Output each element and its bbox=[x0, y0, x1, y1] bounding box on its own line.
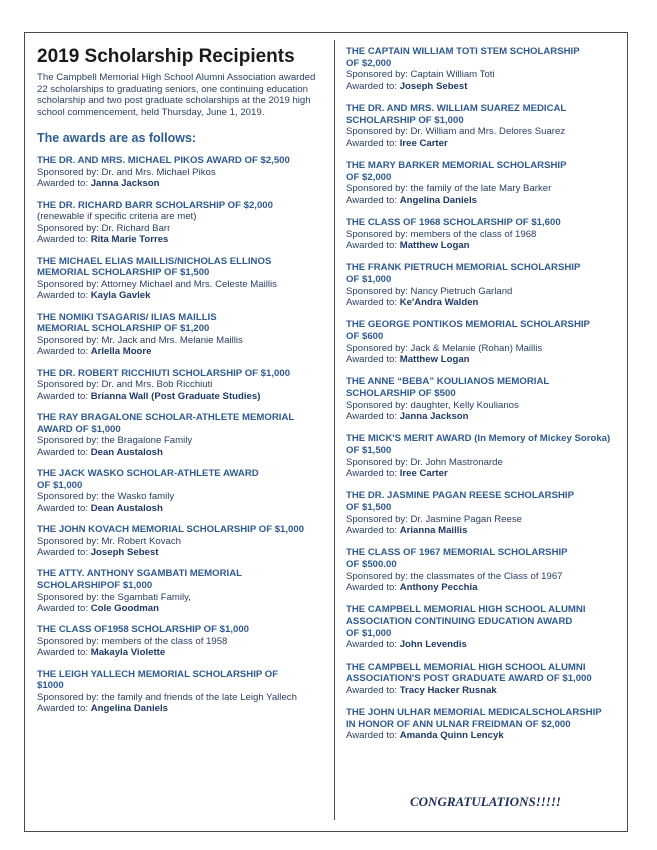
awarded-to-label: Awarded to: bbox=[37, 703, 89, 715]
award-sponsor: Sponsored by: the Wasko family bbox=[37, 491, 175, 503]
page-title: 2019 Scholarship Recipients bbox=[37, 46, 295, 67]
award-entry bbox=[346, 262, 624, 308]
award-sponsor: Sponsored by: Nancy Pietruch Garland bbox=[346, 285, 513, 297]
awarded-to-label: Awarded to: bbox=[346, 639, 398, 651]
award-name: THE RAY BRAGALONE SCHOLAR-ATHLETE MEMORIAL AWARD OF $1,000 bbox=[37, 412, 295, 435]
awarded-to-label: Awarded to: bbox=[346, 80, 398, 92]
awarded-to-label: Awarded to: bbox=[37, 446, 89, 458]
award-sponsor: Sponsored by: members of the class of 1968 bbox=[346, 228, 537, 240]
award-sponsor: Sponsored by: Dr. and Mrs. Bob Ricchiuti bbox=[37, 379, 213, 391]
award-entry bbox=[37, 155, 327, 189]
award-recipient: Arlella Moore bbox=[90, 346, 152, 358]
award-recipient: Janna Jackson bbox=[90, 178, 160, 190]
awarded-to-label: Awarded to: bbox=[37, 290, 89, 302]
award-recipient: Joseph Sebest bbox=[399, 80, 468, 92]
awarded-to-label: Awarded to: bbox=[37, 346, 89, 358]
award-name: THE ANNE “BEBA” KOULIANOS MEMORIAL SCHOLARSHIP OF $500 bbox=[346, 376, 550, 399]
right-column bbox=[346, 46, 624, 753]
award-recipient: Anthony Pecchia bbox=[399, 582, 478, 593]
award-recipient-line bbox=[346, 354, 624, 365]
award-entry bbox=[37, 412, 327, 458]
award-recipient-line bbox=[37, 447, 327, 458]
award-recipient-line bbox=[346, 138, 624, 149]
award-recipient-line bbox=[346, 81, 624, 92]
award-entry bbox=[346, 604, 624, 650]
award-sponsor: Sponsored by: Dr. Jasmine Pagan Reese bbox=[346, 513, 522, 525]
award-recipient-line bbox=[37, 391, 327, 402]
awarded-to-label: Awarded to: bbox=[37, 647, 89, 659]
award-recipient: Iree Carter bbox=[399, 137, 448, 149]
award-recipient-line bbox=[37, 647, 327, 658]
congratulations-text: CONGRATULATIONS!!!!! bbox=[410, 794, 561, 809]
award-recipient: John Levendis bbox=[399, 639, 467, 651]
award-sponsor: Sponsored by: Mr. Robert Kovach bbox=[37, 535, 181, 547]
awarded-to-label: Awarded to: bbox=[346, 468, 398, 479]
awarded-to-label: Awarded to: bbox=[37, 234, 89, 246]
award-recipient: Tracy Hacker Rusnak bbox=[399, 684, 497, 696]
award-recipient: Brianna Wall (Post Graduate Studies) bbox=[90, 390, 261, 402]
award-entry bbox=[346, 547, 624, 593]
award-entry bbox=[37, 200, 327, 246]
award-recipient-line bbox=[346, 730, 624, 741]
award-name: THE CAPTAIN WILLIAM TOTI STEM SCHOLARSHIP OF $2,000 bbox=[346, 46, 580, 69]
award-sponsor: Sponsored by: Attorney Michael and Mrs. Celeste Maillis bbox=[37, 278, 277, 290]
award-recipient-line bbox=[37, 547, 327, 558]
award-recipient-line bbox=[37, 603, 327, 614]
award-sponsor: Sponsored by: Dr. John Mastronarde bbox=[346, 456, 503, 468]
awarded-to-label: Awarded to: bbox=[37, 603, 89, 614]
award-sponsor: Sponsored by: the Sgambati Family, bbox=[37, 591, 191, 603]
awarded-to-label: Awarded to: bbox=[37, 547, 89, 558]
award-sponsor: Sponsored by: Mr. Jack and Mrs. Melanie Maillis bbox=[37, 334, 243, 346]
awarded-to-label: Awarded to: bbox=[346, 582, 398, 593]
award-entry bbox=[346, 433, 624, 479]
awarded-to-label: Awarded to: bbox=[37, 502, 89, 514]
award-sponsor: Sponsored by: Jack & Melanie (Rohan) Maillis bbox=[346, 342, 543, 354]
award-recipient-line bbox=[346, 525, 624, 536]
award-recipient: Rita Marie Torres bbox=[90, 234, 169, 246]
award-entry bbox=[346, 662, 624, 697]
award-name: THE MICHAEL ELIAS MAILLIS/NICHOLAS ELLINOS MEMORIAL SCHOLARSHIP OF $1,500 bbox=[37, 255, 272, 279]
award-recipient-line bbox=[37, 234, 327, 245]
award-name: THE CLASS OF1958 SCHOLARSHIP OF $1,000 bbox=[37, 624, 250, 636]
award-sponsor: Sponsored by: Dr. and Mrs. Michael Pikos bbox=[37, 166, 216, 178]
award-recipient: Arianna Maillis bbox=[399, 525, 468, 536]
award-name: THE DR. RICHARD BARR SCHOLARSHIP OF $2,000 bbox=[37, 199, 273, 211]
award-recipient-line bbox=[346, 582, 624, 593]
award-recipient-line bbox=[346, 639, 624, 650]
left-column bbox=[37, 46, 327, 725]
award-recipient-line bbox=[37, 178, 327, 189]
award-entry bbox=[37, 624, 327, 658]
award-name: THE CLASS OF 1967 MEMORIAL SCHOLARSHIP OF $500.00 bbox=[346, 547, 568, 570]
award-recipient: Dean Austalosh bbox=[90, 502, 163, 514]
award-recipient: Matthew Logan bbox=[399, 240, 470, 251]
left-award-list bbox=[37, 155, 327, 714]
awarded-to-label: Awarded to: bbox=[346, 684, 398, 696]
award-entry bbox=[346, 46, 624, 92]
award-name: THE LEIGH YALLECH MEMORIAL SCHOLARSHIP OF $1000 bbox=[37, 668, 279, 692]
award-recipient: Ke'Andra Walden bbox=[399, 297, 479, 308]
award-sponsor: Sponsored by: members of the class of 1958 bbox=[37, 636, 228, 647]
award-recipient-line bbox=[346, 685, 624, 696]
award-name: THE NOMIKI TSAGARIS/ ILIAS MAILLIS MEMORIAL SCHOLARSHIP OF $1,200 bbox=[37, 311, 217, 335]
award-sponsor: Sponsored by: Dr. Richard Barr bbox=[37, 222, 171, 234]
award-entry bbox=[37, 568, 327, 614]
award-recipient: Dean Austalosh bbox=[90, 446, 163, 458]
award-name: THE JOHN ULHAR MEMORIAL MEDICALSCHOLARSHIP IN HONOR OF ANN ULNAR FREIDMAN OF $2,000 bbox=[346, 707, 602, 730]
award-recipient-line bbox=[37, 703, 327, 714]
award-recipient-line bbox=[346, 411, 624, 422]
column-divider bbox=[334, 40, 335, 820]
award-name: THE DR. JASMINE PAGAN REESE SCHOLARSHIP OF $1,500 bbox=[346, 490, 574, 513]
right-award-list bbox=[346, 46, 624, 742]
award-name: THE MICK'S MERIT AWARD (In Memory of Mickey Soroka) OF $1,500 bbox=[346, 433, 611, 456]
award-recipient-line bbox=[346, 468, 624, 479]
award-recipient-line bbox=[346, 240, 624, 251]
award-entry bbox=[37, 468, 327, 514]
awarded-to-label: Awarded to: bbox=[37, 178, 89, 190]
award-entry bbox=[37, 256, 327, 302]
award-sponsor: Sponsored by: Dr. William and Mrs. Delores Suarez bbox=[346, 126, 566, 138]
award-recipient: Angelina Daniels bbox=[399, 194, 478, 206]
awards-subheading: The awards are as follows: bbox=[37, 131, 197, 146]
award-note: (renewable if specific criteria are met) bbox=[37, 211, 197, 223]
award-recipient: Janna Jackson bbox=[399, 411, 469, 422]
award-entry bbox=[346, 376, 624, 422]
award-name: THE CAMPBELL MEMORIAL HIGH SCHOOL ALUMNI ASSOCIATION'S POST GRADUATE AWARD OF $1,000 bbox=[346, 661, 592, 685]
award-recipient: Iree Carter bbox=[399, 468, 448, 479]
award-sponsor: Sponsored by: the family and friends of the late Leigh Yallech bbox=[37, 692, 297, 703]
award-name: THE CAMPBELL MEMORIAL HIGH SCHOOL ALUMNI ASSOCIATION CONTINUING EDUCATION AWARD OF $1,000 bbox=[346, 604, 586, 639]
awarded-to-label: Awarded to: bbox=[346, 525, 398, 536]
award-name: THE MARY BARKER MEMORIAL SCHOLARSHIP OF $2,000 bbox=[346, 160, 567, 183]
awarded-to-label: Awarded to: bbox=[346, 240, 398, 251]
award-recipient: Amanda Quinn Lencyk bbox=[399, 730, 504, 742]
award-name: THE ATTY. ANTHONY SGAMBATI MEMORIAL SCHOLARSHIPOF $1,000 bbox=[37, 568, 243, 591]
award-sponsor: Sponsored by: the classmates of the Class of 1967 bbox=[346, 570, 563, 582]
award-entry bbox=[346, 217, 624, 251]
award-entry bbox=[37, 312, 327, 358]
awarded-to-label: Awarded to: bbox=[346, 297, 398, 308]
award-entry bbox=[37, 524, 327, 558]
award-recipient-line bbox=[346, 297, 624, 308]
award-name: THE DR. AND MRS. MICHAEL PIKOS AWARD OF $2,500 bbox=[37, 155, 290, 167]
award-recipient: Angelina Daniels bbox=[90, 703, 169, 715]
award-recipient: Joseph Sebest bbox=[90, 547, 159, 558]
award-sponsor: Sponsored by: Captain William Toti bbox=[346, 69, 495, 81]
award-entry bbox=[346, 319, 624, 365]
award-name: THE DR. AND MRS. WILLIAM SUAREZ MEDICAL SCHOLARSHIP OF $1,000 bbox=[346, 103, 567, 126]
award-recipient: Kayla Gavlek bbox=[90, 290, 151, 302]
award-recipient-line bbox=[37, 503, 327, 514]
award-sponsor: Sponsored by: the Bragalone Family bbox=[37, 435, 193, 447]
award-sponsor: Sponsored by: the family of the late Mary Barker bbox=[346, 183, 552, 195]
awarded-to-label: Awarded to: bbox=[346, 354, 398, 365]
awarded-to-label: Awarded to: bbox=[346, 194, 398, 206]
award-name: THE GEORGE PONTIKOS MEMORIAL SCHOLARSHIP OF $600 bbox=[346, 319, 590, 342]
award-name: THE FRANK PIETRUCH MEMORIAL SCHOLARSHIP OF $1,000 bbox=[346, 262, 581, 285]
award-entry bbox=[37, 669, 327, 715]
awarded-to-label: Awarded to: bbox=[346, 730, 398, 742]
award-entry bbox=[37, 368, 327, 402]
award-recipient: Cole Goodman bbox=[90, 603, 159, 614]
award-entry bbox=[346, 707, 624, 742]
intro-paragraph: The Campbell Memorial High School Alumni Association awarded 22 scholarships to graduating seniors, one continuing education scholarship and two post graduate scholarships at the 2019 high school commencement, held Thursday, June 1, 2019. bbox=[37, 72, 316, 118]
award-name: THE JACK WASKO SCHOLAR-ATHLETE AWARD OF $1,000 bbox=[37, 468, 259, 491]
award-entry bbox=[346, 160, 624, 206]
awarded-to-label: Awarded to: bbox=[37, 390, 89, 402]
award-name: THE CLASS OF 1968 SCHOLARSHIP OF $1,600 bbox=[346, 217, 561, 228]
awarded-to-label: Awarded to: bbox=[346, 411, 398, 422]
award-name: THE JOHN KOVACH MEMORIAL SCHOLARSHIP OF $1,000 bbox=[37, 524, 305, 535]
award-recipient-line bbox=[346, 195, 624, 206]
award-recipient: Makayla Violette bbox=[90, 647, 166, 659]
award-recipient-line bbox=[37, 346, 327, 357]
award-recipient-line bbox=[37, 290, 327, 301]
award-recipient: Matthew Logan bbox=[399, 354, 470, 365]
award-sponsor: Sponsored by: daughter, Kelly Koulianos bbox=[346, 399, 519, 411]
awarded-to-label: Awarded to: bbox=[346, 137, 398, 149]
award-name: THE DR. ROBERT RICCHIUTI SCHOLARSHIP OF $1,000 bbox=[37, 367, 291, 379]
award-entry bbox=[346, 490, 624, 536]
award-entry bbox=[346, 103, 624, 149]
